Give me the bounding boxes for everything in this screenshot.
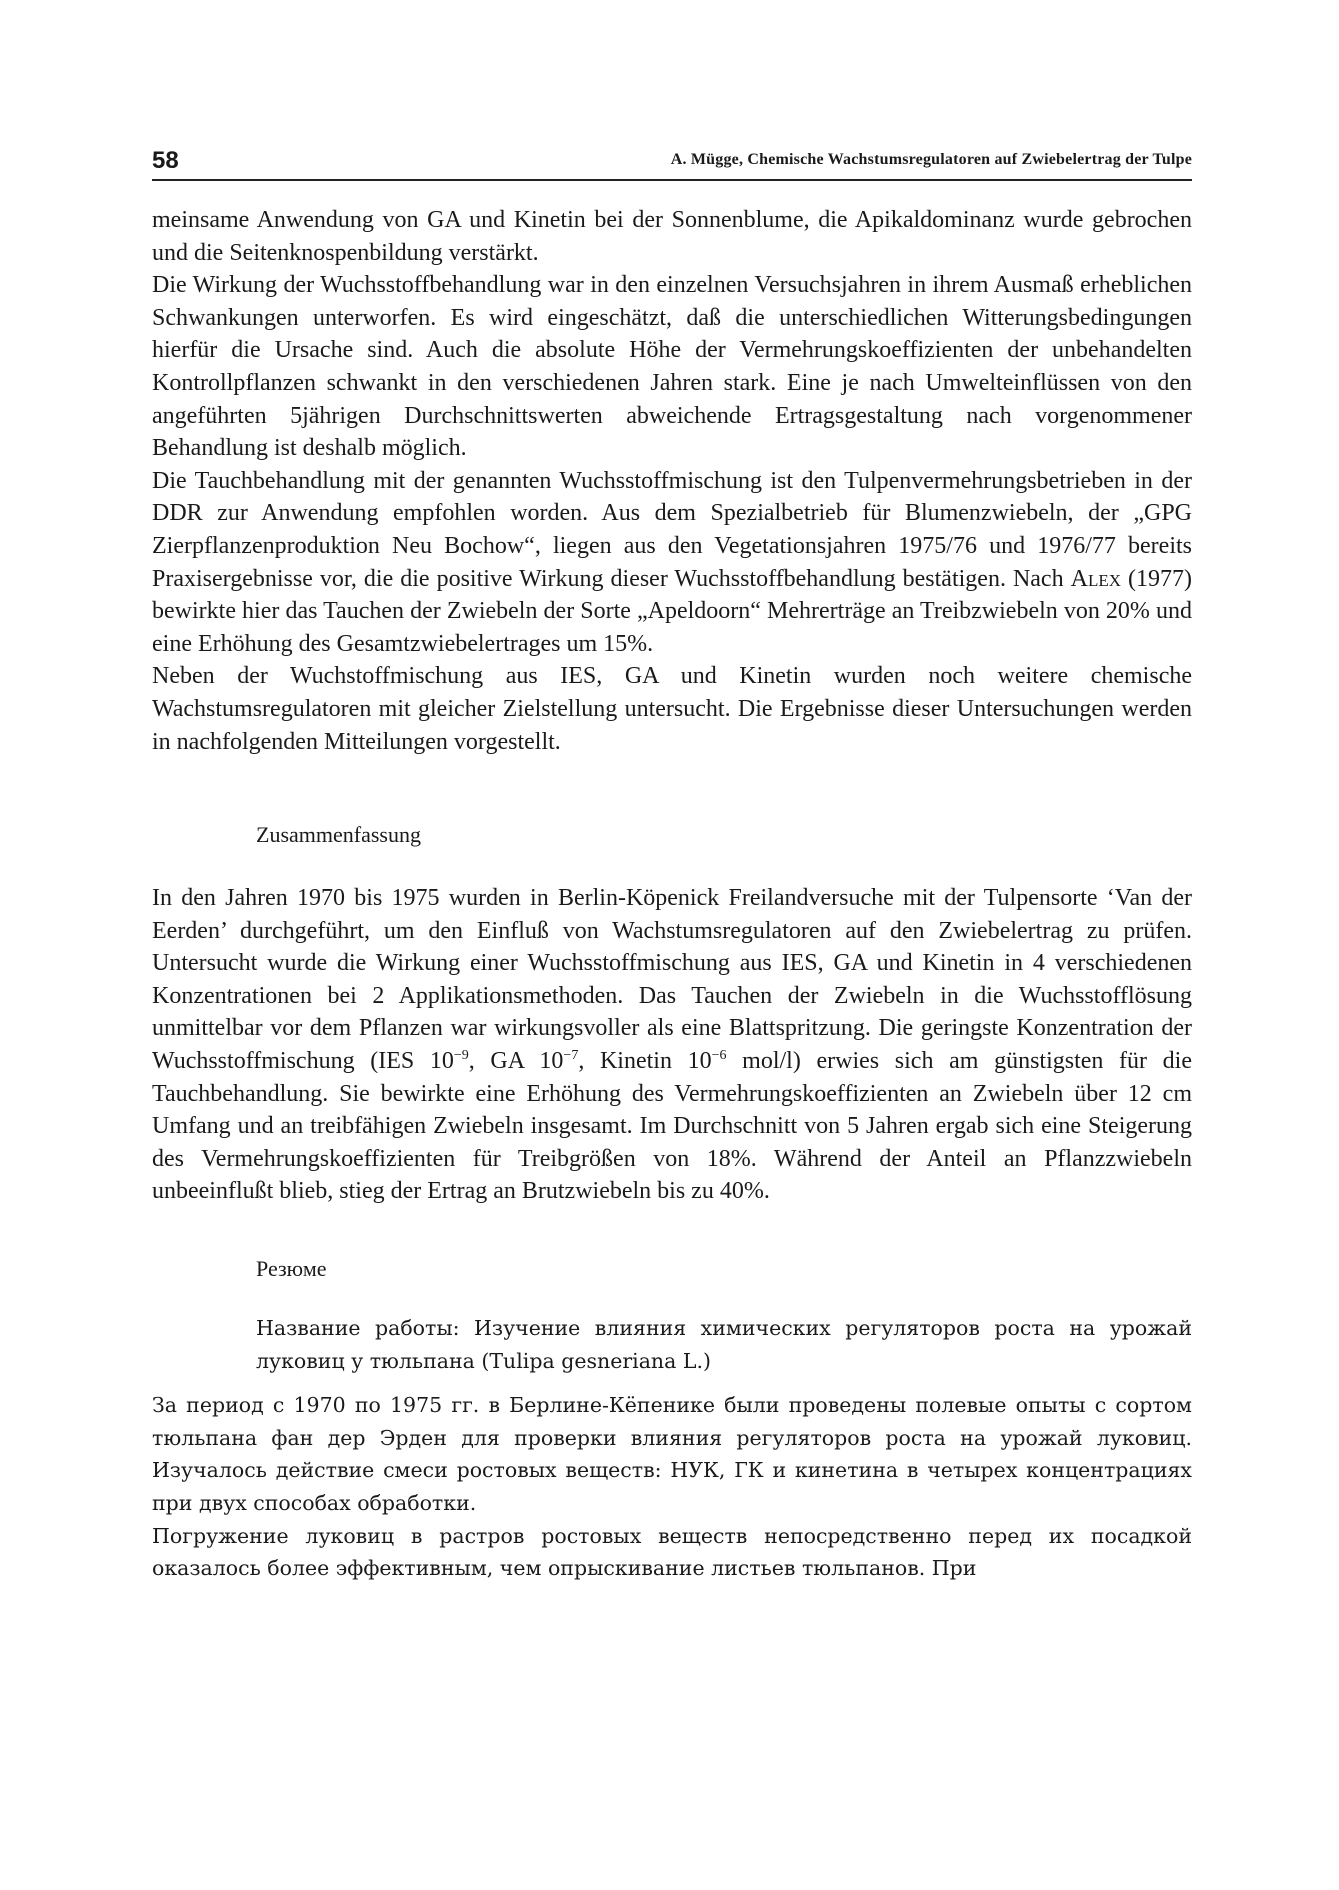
summary-text: , GA 10 [468,1048,564,1075]
summary-heading: Zusammenfassung [256,822,421,848]
russian-paragraph: За период с 1970 по 1975 гг. в Берлине-Кёпенике были проведены полевые опыты с сортом тюльпана фан дер Эрден для проверки влияния регуляторов роста на урожай луковиц. Изучалось действие смеси ростовых веществ: НУК, ГК и кинетина в четырех концентрациях при двух способах обработки. [152,1393,1192,1515]
author-name: Alex [1070,565,1121,592]
russian-paragraph: Погружение луковиц в растров ростовых веществ непосредственно перед их посадкой оказалось более эффективным, чем опрыскивание листьев тюльпанов. При [152,1523,1192,1581]
paragraph-text: Die Tauchbehandlung mit der genannten Wuchsstoffmischung ist den Tulpenvermehrungsbetrieben in der DDR zur Anwendung empfohlen worden. Aus dem Spezialbetrieb für Blumenzwiebeln, der „GPG Zierpflanzenproduktion Neu Bochow“, liegen aus den Vegetationsjahren 1975/76 und 1976/77 bereits Praxisergebnisse vor, die die positive Wirkung dieser Wuchsstoffbehandlung bestätigen. Nach [152,467,1192,592]
summary-text: mol/l) erwies sich am günstigsten für die Tauchbehandlung. Sie bewirkte eine Erhöhung des Vermehrungskoeffizienten an Zwiebeln über 12 cm Umfang und an treibfähigen Zwiebeln insgesamt. Im Durchschnitt von 5 Jahren ergab sich eine Steigerung des Vermehrungskoeffizienten für Treibgrößen von 18%. Während der Anteil an Pflanzzwiebeln unbeeinflußt blieb, stieg der Ertrag an Brutzwiebeln bis zu 40%. [152,1048,1193,1205]
page-number: 58 [152,147,179,174]
exponent: −6 [711,1048,727,1064]
paragraph-practice-results [152,465,1192,661]
paragraph-further-regulators: Neben der Wuchstoffmischung aus IES, GA und Kinetin wurden noch weitere chemische Wachstumsregulatoren mit gleicher Zielstellung untersucht. Die Ergebnisse dieser Untersuchungen werden in nachfolgenden Mitteilungen vorgestellt. [152,663,1192,755]
exponent: −9 [453,1048,469,1064]
paragraph-text: (1977) bewirkte hier das Tauchen der Zwiebeln der Sorte „Apeldoorn“ Mehrerträge an Treibzwiebeln von 20% und eine Erhöhung des Gesamtzwiebelertrages um 15%. [152,565,1192,657]
article-body [152,204,1192,1585]
summary-text: In den Jahren 1970 bis 1975 wurden in Berlin-Köpenick Freilandversuche mit der Tulpensorte ‘Van der Eerden’ durchgeführt, um den Einfluß von Wachstumsregulatoren auf den Zwiebelertrag zu prüfen. Untersucht wurde die Wirkung einer Wuchsstoffmischung aus IES, GA und Kinetin in 4 verschiedenen Konzentrationen bei 2 Applikationsmethoden. Das Tauchen der Zwiebeln in die Wuchsstofflösung unmittelbar vor dem Pflanzen war wirkungsvoller als eine Blattspritzung. Die geringste Konzentration der Wuchsstoffmischung (IES 10 [152,885,1192,1075]
resume-heading: Резюме [256,1256,327,1282]
summary-text: , Kinetin 10 [578,1048,712,1075]
exponent: −7 [563,1048,579,1064]
summary-paragraph [152,882,1192,1208]
running-title: A. Mügge, Chemische Wachstumsregulatoren auf Zwiebelertrag der Tulpe [670,151,1192,168]
russian-title: Название работы: Изучение влияния химических регуляторов роста на урожай луковиц у тюльпана (Tulipa gesneriana L.) [256,1316,1192,1373]
paragraph-effect-variation: Die Wirkung der Wuchsstoffbehandlung war in den einzelnen Versuchsjahren in ihrem Ausmaß erheblichen Schwankungen unterworfen. Es wird eingeschätzt, daß die unterschiedlichen Witterungsbedingungen hierfür die Ursache sind. Auch die absolute Höhe der Vermehrungskoeffizienten der unbehandelten Kontrollpflanzen schwankt in den verschiedenen Jahren stark. Eine je nach Umwelteinflüssen von den angeführten 5jährigen Durchschnittswerten abweichende Ertragsgestaltung nach vorgenommener Behandlung ist deshalb möglich. [152,272,1192,462]
running-header [152,147,1192,181]
paragraph-continued: meinsame Anwendung von GA und Kinetin bei der Sonnenblume, die Apikaldominanz wurde gebrochen und die Seitenknospenbildung verstärkt. [152,207,1192,266]
